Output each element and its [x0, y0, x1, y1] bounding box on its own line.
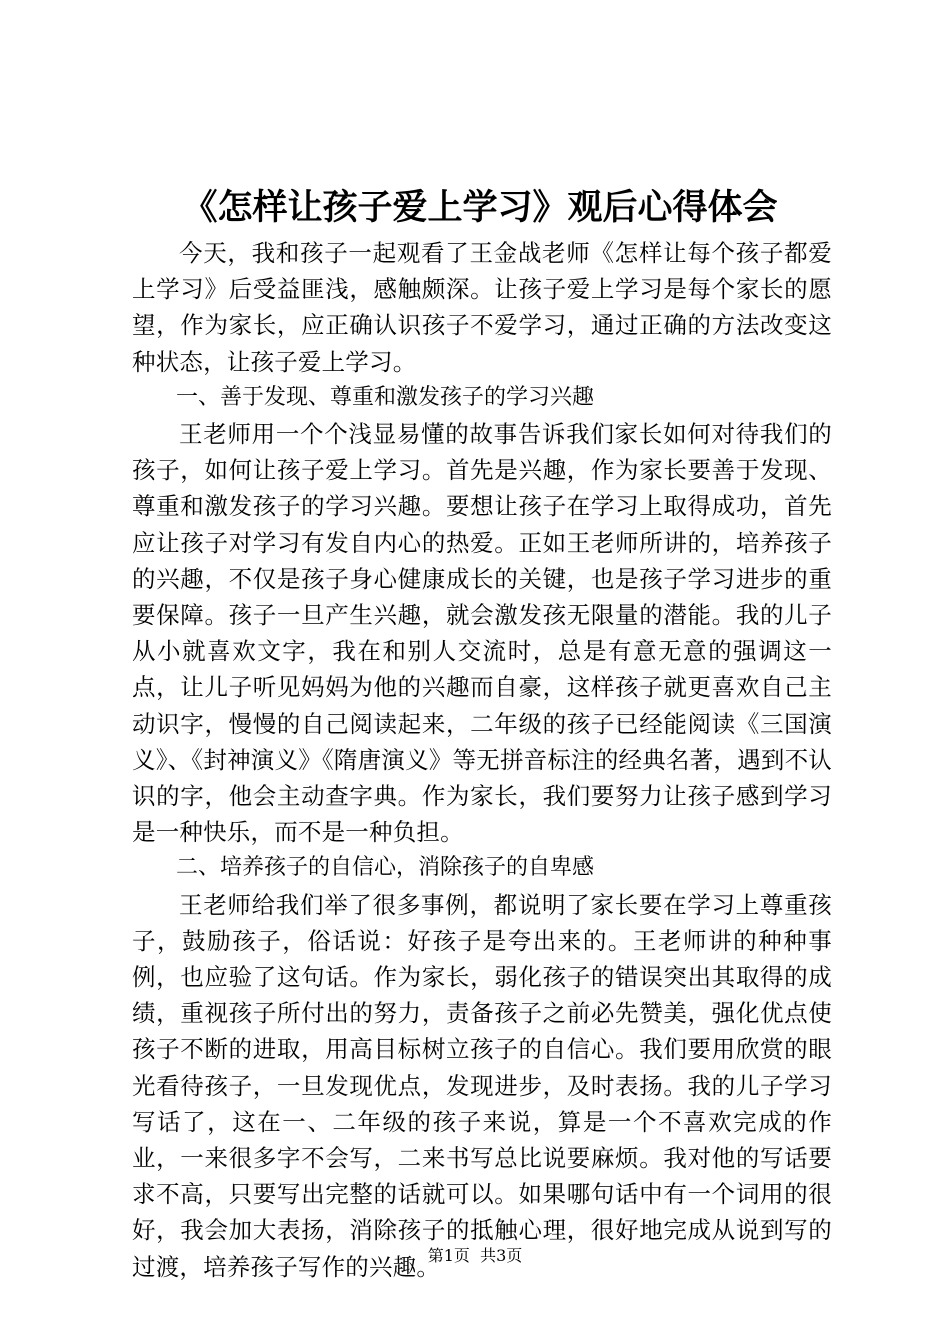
section-heading-1: 一、善于发现、尊重和激发孩子的学习兴趣	[176, 384, 595, 410]
page-total: 共3页	[480, 1246, 523, 1265]
section-heading-2: 二、培养孩子的自信心，消除孩子的自卑感	[176, 855, 595, 881]
intro-paragraph: 今天，我和孩子一起观看了王金战老师《怎样让每个孩子都爱上学习》后受益匪浅，感触颇深。让孩子爱上学习是每个家长的愿望，作为家长，应正确认识孩子不爱学习，通过正确的方法改变这种状态，让孩子爱上学习。	[132, 239, 832, 376]
page-footer	[0, 1244, 950, 1268]
section-2-paragraph: 王老师给我们举了很多事例，都说明了家长要在学习上尊重孩子，鼓励孩子，俗话说：好孩子是夸出来的。王老师讲的种种事例，也应验了这句话。作为家长，弱化孩子的错误突出其取得的成绩，重视孩子所付出的努力，责备孩子之前必先赞美，强化优点使孩子不断的进取，用高目标树立孩子的自信心。我们要用欣赏的眼光看待孩子，一旦发现优点，发现进步，及时表扬。我的儿子学习写话了，这在一、二年级的孩子来说，算是一个不喜欢完成的作业，一来很多字不会写，二来书写总比说要麻烦。我对他的写话要求不高，只要写出完整的话就可以。如果哪句话中有一个词用的很好，我会加大表扬，消除孩子的抵触心理，很好地完成从说到写的过渡，培养孩子写作的兴趣。	[132, 890, 832, 1281]
section-1-paragraph: 王老师用一个个浅显易懂的故事告诉我们家长如何对待我们的孩子，如何让孩子爱上学习。首先是兴趣，作为家长要善于发现、尊重和激发孩子的学习兴趣。要想让孩子在学习上取得成功，首先应让孩子对学习有发自内心的热爱。正如王老师所讲的，培养孩子的兴趣，不仅是孩子身心健康成长的关键，也是孩子学习进步的重要保障。孩子一旦产生兴趣，就会激发孩无限量的潜能。我的儿子从小就喜欢文字，我在和别人交流时，总是有意无意的强调这一点，让儿子听见妈妈为他的兴趣而自豪，这样孩子就更喜欢自己主动识字，慢慢的自己阅读起来，二年级的孩子已经能阅读《三国演义》、《封神演义》《隋唐演义》等无拼音标注的经典名著，遇到不认识的字，他会主动查字典。作为家长，我们要努力让孩子感到学习是一种快乐，而不是一种负担。	[132, 420, 832, 847]
document-body	[132, 235, 832, 1285]
page-number: 第1页	[427, 1246, 470, 1265]
document-title: 《怎样让孩子爱上学习》观后心得体会	[182, 187, 778, 228]
